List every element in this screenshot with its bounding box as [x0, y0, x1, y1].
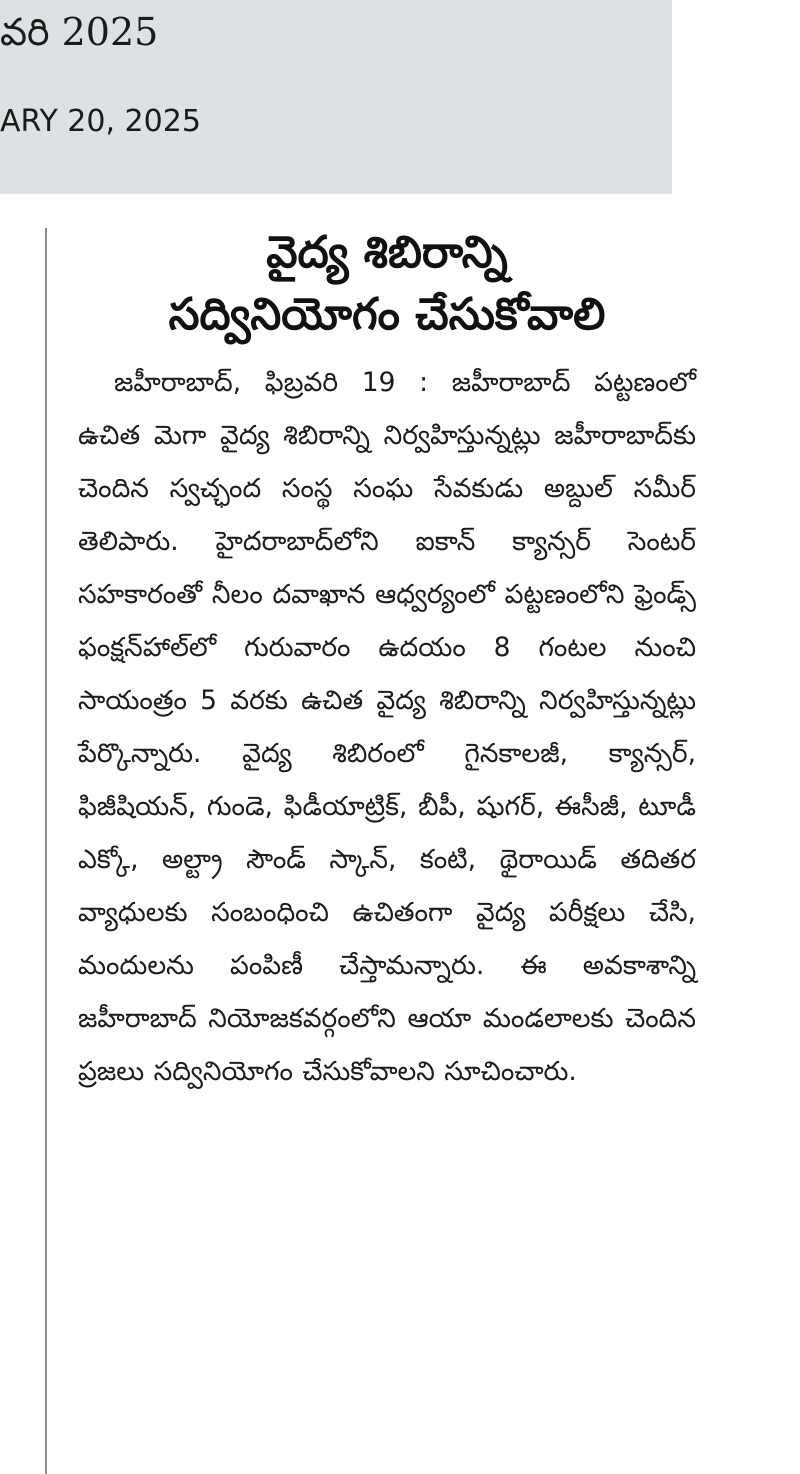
article-headline: [78, 222, 696, 346]
masthead-date-band: [0, 0, 672, 194]
news-article: [78, 222, 696, 1098]
article-body: జహీరాబాద్, ఫిబ్రవరి 19 : జహీరాబాద్ పట్టణంలో ఉచిత మెగా వైద్య శిబిరాన్ని నిర్వహిస్తున్నట్లు జహీరాబాద్‌కు చెందిన స్వచ్ఛంద సంస్థ సంఘ సేవకుడు అబ్దుల్ సమీర్ తెలిపారు. హైదరాబాద్‌లోని ఐకాన్ క్యాన్సర్ సెంటర్ సహకారంతో నీలం దవాఖాన ఆధ్వర్యంలో పట్టణంలోని ఫ్రెండ్స్ ఫంక్షన్‌హాల్‌లో గురువారం ఉదయం 8 గంటల నుంచి సాయంత్రం 5 వరకు ఉచిత వైద్య శిబిరాన్ని నిర్వహిస్తున్నట్లు పేర్కొన్నారు. వైద్య శిబిరంలో గైనకాలజీ, క్యాన్సర్, ఫిజీషియన్, గుండె, ఫిడీయాట్రిక్, బీపీ, షుగర్, ఈసీజీ, టూడీ ఎక్కో, అల్ట్రా సౌండ్ స్కాన్, కంటి, థైరాయిడ్ తదితర వ్యాధులకు సంబంధించి ఉచితంగా వైద్య పరీక్షలు చేసి, మందులను పంపిణీ చేస్తామన్నారు. ఈ అవకాశాన్ని జహీరాబాద్ నియోజకవర్గంలోని ఆయా మండలాలకు చెందిన ప్రజలు సద్వినియోగం చేసుకోవాలని సూచించారు.: [78, 367, 696, 1087]
date-telugu: వరి 2025: [0, 10, 159, 54]
headline-line-2: సద్వినియోగం చేసుకోవాలి: [168, 289, 606, 340]
column-divider: [45, 228, 47, 1474]
date-english: ARY 20, 2025: [0, 104, 201, 139]
headline-line-1: వైద్య శిబిరాన్ని: [266, 227, 508, 278]
